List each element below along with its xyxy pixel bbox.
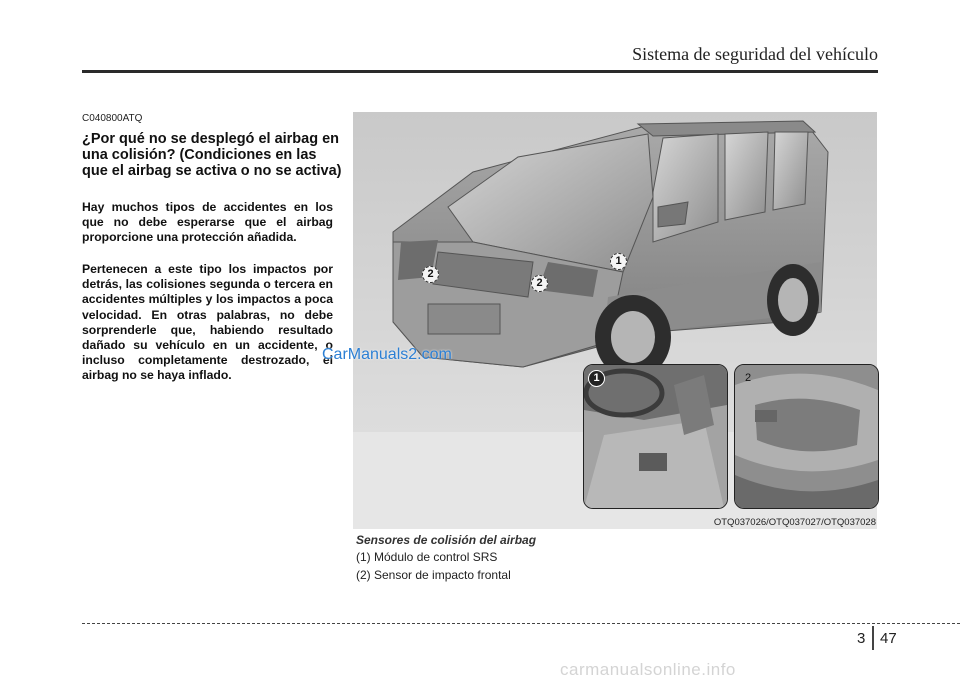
watermark: CarManuals2.com — [322, 346, 452, 363]
article-heading: ¿Por qué no se desplegó el airbag en una colisión? (Condiciones en las que el airbag se activa o no se activa) — [82, 131, 342, 179]
control-module-marker: 1 — [588, 370, 605, 387]
figure-caption-line: (2) Sensor de impacto frontal — [356, 568, 511, 582]
header-rule — [82, 70, 878, 73]
body-paragraph: Hay muchos tipos de accidentes en los que no debe esperarse que el airbag proporcione una protección añadida. — [82, 200, 333, 245]
article-code: C040800ATQ — [82, 113, 143, 124]
figure-code: OTQ037026/OTQ037027/OTQ037028 — [713, 517, 876, 528]
page-number: 47 — [880, 630, 897, 647]
site-watermark: carmanualsonline.info — [560, 660, 736, 679]
figure-caption-title: Sensores de colisión del airbag — [356, 533, 537, 547]
sensor-marker-front-right: 2 — [531, 275, 548, 292]
page-separator — [872, 626, 874, 650]
sensor-marker-front-left: 2 — [422, 266, 439, 283]
figure-caption-line: (1) Módulo de control SRS — [356, 550, 498, 564]
interior-inset — [583, 364, 728, 509]
section-title: Sistema de seguridad del vehículo — [632, 44, 878, 64]
footer-rule — [82, 623, 960, 624]
interior-illustration — [584, 365, 727, 508]
body-paragraph: Pertenecen a este tipo los impactos por detrás, las colisiones segunda o tercera en accidentes múltiples y los impactos a poca velocidad. En otras palabras, no debe sorprenderle que, habiendo resultado dañado su vehículo en un accidente, o incluso completamente destrozado, el airbag no se haya inflado. — [82, 262, 333, 383]
front-bumper-inset — [734, 364, 879, 509]
control-module-marker: 1 — [610, 253, 627, 270]
airbag-sensor-figure — [353, 112, 877, 529]
inset-number: 2 — [745, 372, 752, 384]
front-bumper-illustration — [735, 365, 878, 508]
chapter-number: 3 — [857, 630, 866, 647]
